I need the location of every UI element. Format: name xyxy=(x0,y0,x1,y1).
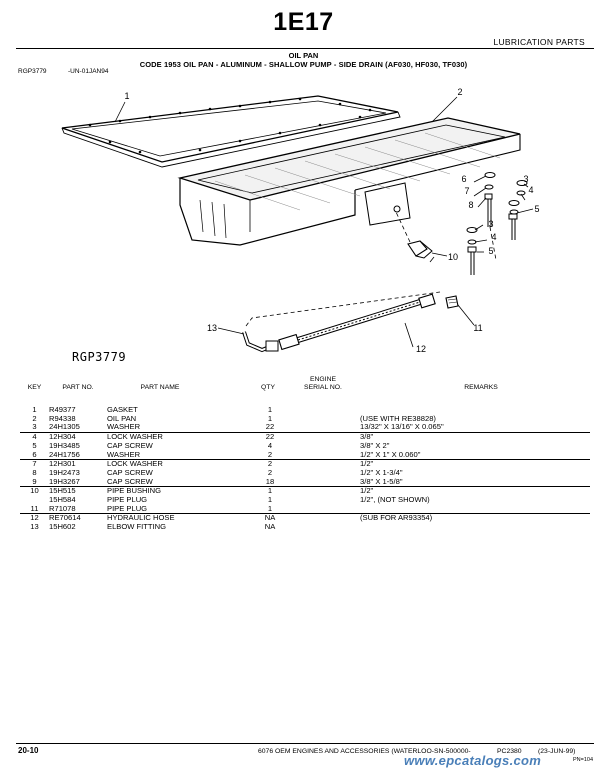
serial-cell xyxy=(300,487,360,496)
part-no-cell: 15H515 xyxy=(49,487,107,496)
part-name-cell: CAP SCREW xyxy=(107,467,153,477)
remarks-cell: 1/2" X 1" X 0.060" xyxy=(360,449,421,459)
callout-2: 2 xyxy=(457,87,463,97)
col-key: KEY xyxy=(27,384,42,391)
part-no-cell: 12H304 xyxy=(49,433,107,442)
callout-1: 1 xyxy=(124,91,130,101)
serial-cell xyxy=(300,415,360,424)
serial-cell xyxy=(300,433,360,442)
key-cell: 9 xyxy=(32,476,37,486)
figure-stamp: RGP3779 xyxy=(72,350,127,364)
callout-3: 3 xyxy=(488,219,494,229)
part-no-cell: 24H1756 xyxy=(49,449,80,459)
serial-cell xyxy=(300,451,360,460)
fasteners-drawing xyxy=(467,173,527,276)
callout-5b: 5 xyxy=(488,246,494,256)
qty-cell: 1 xyxy=(267,495,273,505)
part-name-cell: OIL PAN xyxy=(107,413,137,423)
col-qty: QTY xyxy=(261,384,275,391)
callout-4b: 4 xyxy=(491,232,497,242)
col-remarks: REMARKS xyxy=(464,384,498,391)
remarks-cell: 1/2" xyxy=(360,460,590,469)
figure-ref: RGP3779 xyxy=(18,68,47,75)
serial-cell xyxy=(300,423,360,432)
oil-pan-illustration xyxy=(0,78,607,368)
serial-cell xyxy=(300,496,360,505)
serial-cell xyxy=(300,460,360,469)
part-name-cell: PIPE PLUG xyxy=(107,495,148,505)
callout-6: 6 xyxy=(461,174,467,184)
part-name-cell: LOCK WASHER xyxy=(107,460,240,469)
part-name-cell: WASHER xyxy=(107,422,141,432)
table-row xyxy=(20,406,590,415)
callout-3b: 3 xyxy=(523,174,529,184)
serial-cell xyxy=(300,523,360,532)
remarks-cell: (SUB FOR AR93354) xyxy=(360,514,590,523)
figure-date: -UN-01JAN94 xyxy=(68,68,109,75)
part-name-cell: CAP SCREW xyxy=(107,440,153,450)
table-row xyxy=(20,442,590,451)
table-row xyxy=(20,505,590,514)
qty-cell: 1 xyxy=(267,503,273,513)
table-row xyxy=(20,487,590,496)
part-no-cell: 19H3485 xyxy=(49,440,80,450)
elbow-fitting-drawing xyxy=(244,332,278,351)
hydraulic-hose-drawing xyxy=(279,294,435,349)
part-name-cell: ELBOW FITTING xyxy=(107,522,167,532)
part-name-cell: GASKET xyxy=(107,405,138,414)
callout-12: 12 xyxy=(415,344,427,354)
serial-cell xyxy=(300,505,360,514)
col-part-name: PART NAME xyxy=(140,384,180,391)
footer-doc: 6076 OEM ENGINES AND ACCESSORIES (WATERLOO-SN-500000- xyxy=(258,748,471,755)
key-cell: 3 xyxy=(32,422,37,432)
remarks-cell: (USE WITH RE38828) xyxy=(360,413,436,423)
part-no-cell: R71078 xyxy=(49,503,76,513)
serial-cell xyxy=(300,442,360,451)
serial-cell xyxy=(300,469,360,478)
col-part-no: PART NO. xyxy=(62,384,94,391)
key-cell: 7 xyxy=(20,460,49,469)
remarks-cell: 1/2", (NOT SHOWN) xyxy=(360,495,430,505)
header-rule xyxy=(16,48,594,49)
table-row xyxy=(20,523,590,532)
footer-code: PC2380 xyxy=(497,748,522,755)
footer-pn: PN=104 xyxy=(573,757,594,763)
part-no-cell: 15H584 xyxy=(49,495,76,505)
callout-13: 13 xyxy=(206,323,218,333)
key-cell: 8 xyxy=(32,467,37,477)
key-cell: 5 xyxy=(32,440,37,450)
qty-cell: NA xyxy=(264,522,276,532)
serial-cell xyxy=(300,406,360,415)
part-name-cell: PIPE BUSHING xyxy=(107,487,240,496)
key-cell: 2 xyxy=(32,413,37,423)
callout-10: 10 xyxy=(447,252,459,262)
footer-date: (23-JUN-99) xyxy=(538,748,576,755)
remarks-cell xyxy=(360,523,590,532)
assembly-lines xyxy=(246,212,496,326)
part-no-cell: 15H602 xyxy=(49,522,76,532)
col-serial-2: SERIAL NO. xyxy=(304,384,342,391)
qty-cell: 4 xyxy=(267,440,273,450)
key-cell: 11 xyxy=(30,503,39,513)
oil-pan-drawing xyxy=(180,118,520,245)
callout-5: 5 xyxy=(534,204,540,214)
parts-table xyxy=(20,406,590,532)
key-cell: 12 xyxy=(20,514,49,523)
qty-cell: 2 xyxy=(240,460,300,469)
key-cell: 4 xyxy=(20,433,49,442)
group-title: OIL PAN xyxy=(288,51,319,60)
part-no-cell: 19H2473 xyxy=(49,467,80,477)
remarks-cell: 3/8" X 1-5/8" xyxy=(360,476,403,486)
part-name-cell: WASHER xyxy=(107,449,141,459)
qty-cell: 2 xyxy=(267,449,273,459)
part-no-cell: R49377 xyxy=(49,405,76,414)
key-cell: 1 xyxy=(32,405,37,414)
part-no-cell: 19H3267 xyxy=(49,476,80,486)
pipe-plug-drawing xyxy=(446,296,458,308)
part-no-cell: R94338 xyxy=(49,413,76,423)
table-row xyxy=(20,496,590,505)
part-name-cell: LOCK WASHER xyxy=(107,433,240,442)
remarks-cell: 1/2" X 1-3/4" xyxy=(360,467,403,477)
qty-cell: NA xyxy=(240,514,300,523)
table-row xyxy=(20,423,590,432)
table-row xyxy=(20,478,590,487)
table-row xyxy=(20,451,590,460)
part-no-cell: RE70614 xyxy=(49,514,107,523)
qty-cell: 22 xyxy=(240,433,300,442)
remarks-cell: 3/8" xyxy=(360,433,590,442)
key-cell: 6 xyxy=(32,449,37,459)
code-line: CODE 1953 OIL PAN - ALUMINUM - SHALLOW PUMP - SIDE DRAIN (AF030, HF030, TF030) xyxy=(139,60,468,69)
table-row xyxy=(20,415,590,424)
qty-cell: 2 xyxy=(267,467,273,477)
remarks-cell: 13/32" X 13/16" X 0.065" xyxy=(360,422,444,432)
serial-cell xyxy=(300,514,360,523)
footer-rule xyxy=(16,743,594,744)
callout-7: 7 xyxy=(464,186,470,196)
watermark: www.epcatalogs.com xyxy=(404,753,542,768)
part-name-cell: HYDRAULIC HOSE xyxy=(107,514,240,523)
col-serial-1: ENGINE xyxy=(309,376,337,383)
callout-11: 11 xyxy=(473,323,483,333)
callout-4: 4 xyxy=(528,185,534,195)
table-row xyxy=(20,433,590,442)
serial-cell xyxy=(300,478,360,487)
part-name-cell: CAP SCREW xyxy=(107,476,153,486)
qty-cell: 18 xyxy=(265,476,275,486)
key-cell: 13 xyxy=(30,522,39,532)
section-title: LUBRICATION PARTS xyxy=(493,37,585,47)
part-no-cell: 12H301 xyxy=(49,460,107,469)
qty-cell: 1 xyxy=(267,405,273,414)
page-code: 1E17 xyxy=(273,8,334,36)
part-name-cell: PIPE PLUG xyxy=(107,503,148,513)
table-row xyxy=(20,460,590,469)
part-no-cell: 24H1305 xyxy=(49,422,80,432)
qty-cell: 22 xyxy=(265,422,275,432)
pipe-bushing-drawing xyxy=(408,241,434,262)
remarks-cell: 3/8" X 2" xyxy=(360,440,390,450)
key-cell: 10 xyxy=(20,487,49,496)
remarks-cell: 1/2" xyxy=(360,487,590,496)
qty-cell: 1 xyxy=(267,413,273,423)
footer-page: 20-10 xyxy=(18,746,39,755)
qty-cell: 1 xyxy=(240,487,300,496)
table-row xyxy=(20,469,590,478)
table-row xyxy=(20,514,590,523)
callout-8: 8 xyxy=(468,200,474,210)
